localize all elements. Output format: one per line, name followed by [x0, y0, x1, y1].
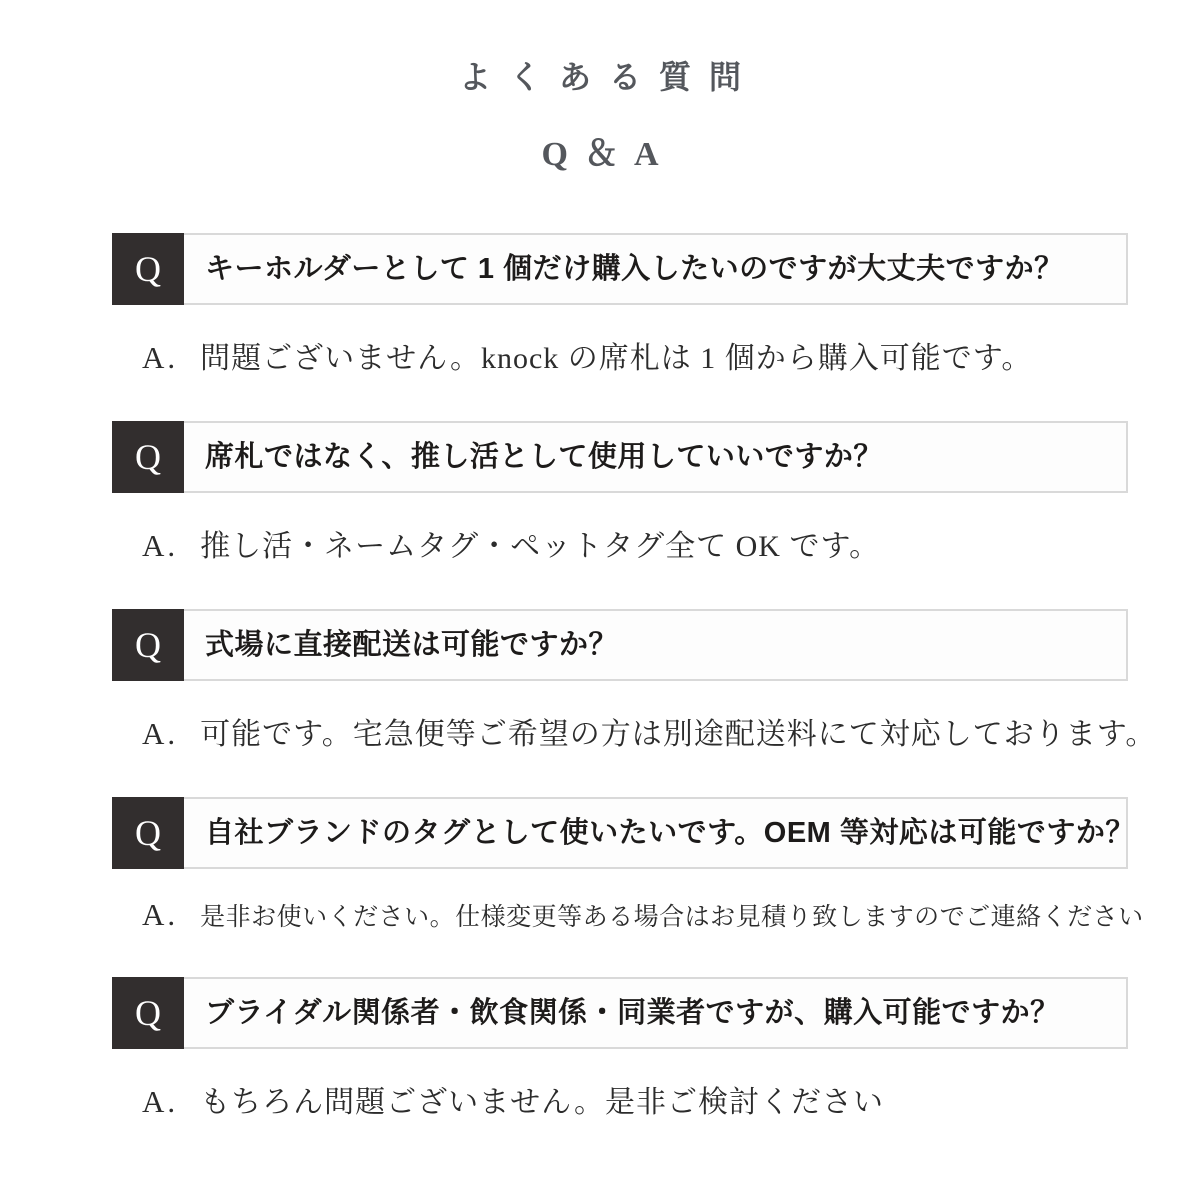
question-text: キーホルダーとして 1 個だけ購入したいのですが大丈夫ですか？	[205, 253, 1064, 285]
question-bar	[112, 977, 1128, 1049]
question-bar	[112, 233, 1128, 305]
question-badge: Q	[112, 977, 184, 1049]
faq-item	[0, 233, 1200, 377]
answer-text: 可能です。宅急便等ご希望の方は別途配送料にて対応しております。	[200, 718, 1157, 751]
answer-prefix: A.	[142, 716, 179, 751]
answer-row	[142, 709, 1200, 753]
answer-row	[142, 333, 1200, 377]
question-text: 席札ではなく、推し活として使用していいですか？	[205, 441, 883, 473]
answer-prefix: A.	[142, 340, 179, 375]
faq-page	[0, 60, 1200, 1200]
question-bar	[112, 797, 1135, 869]
page-subtitle: Q＆A	[541, 136, 675, 173]
answer-row	[142, 1077, 1200, 1121]
question-badge: Q	[112, 421, 184, 493]
page-title: よくある質問	[458, 59, 759, 95]
question-text: 式場に直接配送は可能ですか？	[205, 629, 619, 661]
faq-item	[0, 977, 1200, 1121]
answer-text: 推し活・ネームタグ・ペットタグ全て OK です。	[200, 530, 881, 563]
answer-prefix: A.	[142, 528, 179, 563]
question-badge: Q	[112, 233, 184, 305]
answer-prefix: A.	[142, 897, 179, 932]
answer-row	[142, 521, 1200, 565]
question-bar	[112, 609, 1128, 681]
question-bar	[112, 421, 1128, 493]
answer-text: もちろん問題ございません。是非ご検討ください	[200, 1086, 884, 1119]
faq-item	[0, 609, 1200, 753]
question-badge: Q	[112, 797, 184, 869]
question-text: ブライダル関係者・飲食関係・同業者ですが、購入可能ですか？	[205, 997, 1060, 1029]
answer-text: 問題ございません。knock の席札は 1 個から購入可能です。	[200, 342, 1033, 375]
faq-item	[0, 797, 1200, 933]
faq-list	[0, 233, 1200, 1121]
question-badge: Q	[112, 609, 184, 681]
question-text: 自社ブランドのタグとして使いたいです。OEM 等対応は可能ですか？	[205, 817, 1135, 849]
faq-item	[0, 421, 1200, 565]
answer-text: 是非お使いください。仕様変更等ある場合はお見積り致しますのでご連絡ください	[200, 904, 1144, 931]
answer-prefix: A.	[142, 1084, 179, 1119]
answer-row	[142, 897, 1200, 933]
